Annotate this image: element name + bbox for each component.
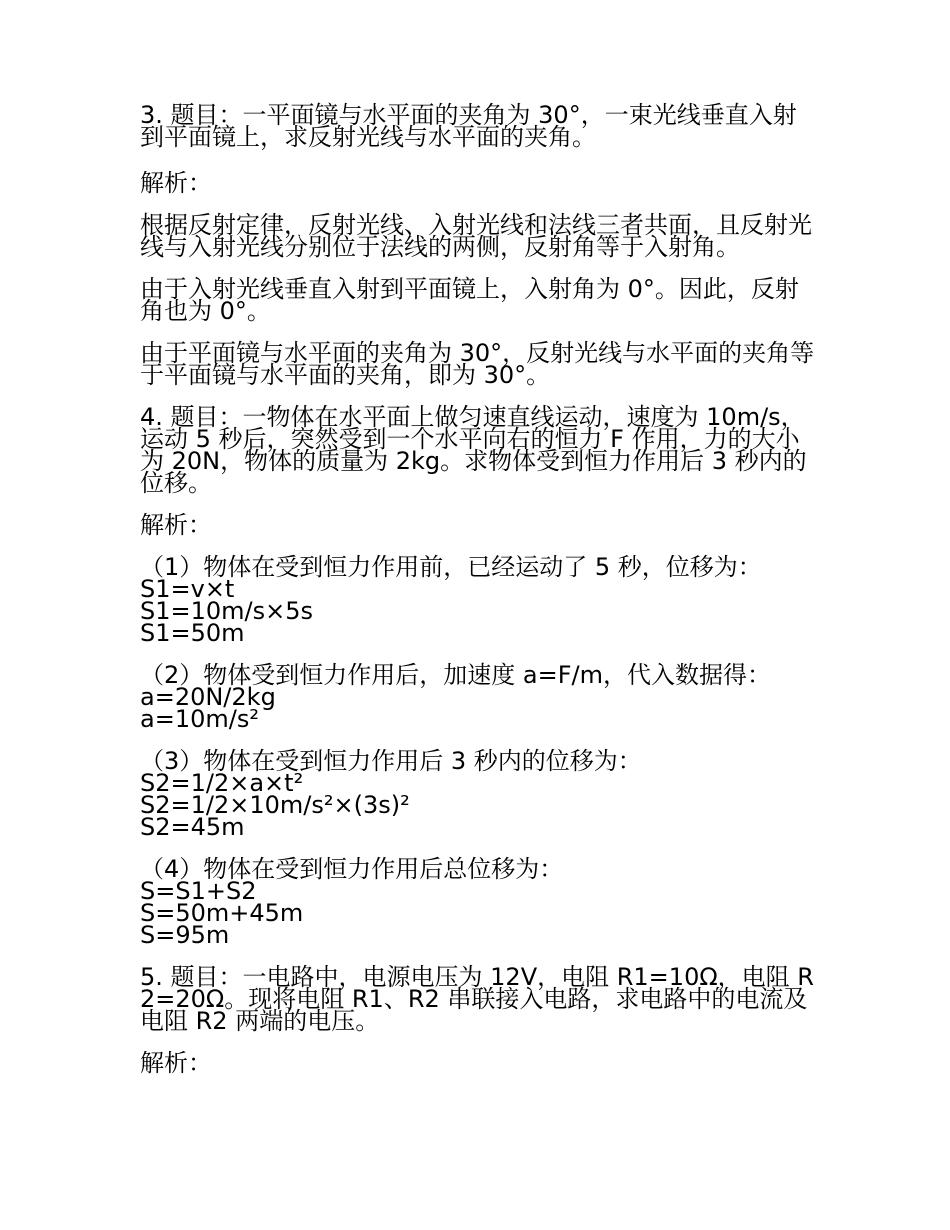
question-4-step-3 — [140, 747, 820, 841]
step-4-heading: （4）物体在受到恒力作用后总位移为： — [140, 855, 564, 883]
question-4-step-1 — [140, 553, 820, 647]
step-1-substitution: S1=10m/s×5s — [140, 597, 314, 625]
question-5-analysis-label: 解析： — [140, 1049, 212, 1077]
step-4-formula: S=S1+S2 — [140, 877, 257, 905]
question-4-step-4 — [140, 855, 820, 949]
step-2-substitution: a=20N/2kg — [140, 683, 276, 711]
question-3-title: 3. 题目：一平面镜与水平面的夹角为 30°，一束光线垂直入射到平面镜上，求反射光线与水平面的夹角。 — [140, 101, 797, 151]
step-3-formula: S2=1/2×a×t² — [140, 769, 304, 797]
question-3-analysis-p1: 根据反射定律，反射光线、入射光线和法线三者共面，且反射光线与入射光线分别位于法线的两侧，反射角等于入射角。 — [140, 211, 812, 261]
step-1-result: S1=50m — [140, 619, 245, 647]
step-2-heading: （2）物体受到恒力作用后，加速度 a=F/m，代入数据得： — [140, 661, 771, 689]
step-4-result: S=95m — [140, 921, 230, 949]
question-3-analysis-p3: 由于平面镜与水平面的夹角为 30°，反射光线与水平面的夹角等于平面镜与水平面的夹角，即为 30°。 — [140, 339, 815, 389]
step-3-substitution: S2=1/2×10m/s²×(3s)² — [140, 791, 410, 819]
question-4-analysis-label: 解析： — [140, 511, 212, 539]
step-2-result: a=10m/s² — [140, 705, 259, 733]
question-5-title: 5. 题目：一电路中，电源电压为 12V，电阻 R1=10Ω，电阻 R2=20Ω。现将电阻 R1、R2 串联接入电路，求电路中的电流及电阻 R2 两端的电压。 — [140, 963, 814, 1035]
question-4-title: 4. 题目：一物体在水平面上做匀速直线运动，速度为 10m/s，运动 5 秒后，突然受到一个水平向右的恒力 F 作用，力的大小为 20N，物体的质量为 2kg。求物体受到恒力作用后 3 秒内的位移。 — [140, 403, 807, 497]
document-page — [140, 101, 820, 1094]
step-3-result: S2=45m — [140, 813, 245, 841]
step-4-substitution: S=50m+45m — [140, 899, 304, 927]
question-3-analysis-p2: 由于入射光线垂直入射到平面镜上，入射角为 0°。因此，反射角也为 0°。 — [140, 275, 799, 325]
question-3-analysis-label: 解析： — [140, 169, 212, 197]
step-1-heading: （1）物体在受到恒力作用前，已经运动了 5 秒，位移为： — [140, 553, 762, 581]
step-3-heading: （3）物体在受到恒力作用后 3 秒内的位移为： — [140, 747, 642, 775]
step-1-formula: S1=v×t — [140, 575, 235, 603]
question-4-step-2 — [140, 661, 820, 733]
